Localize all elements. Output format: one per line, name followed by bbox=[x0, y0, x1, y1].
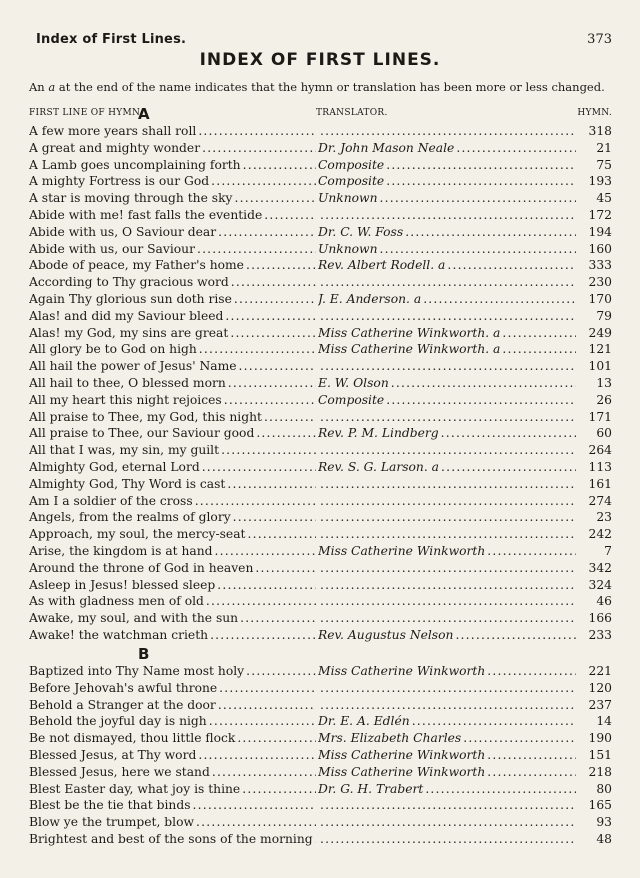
entry-translator: Rev. S. G. Larson. a bbox=[318, 459, 440, 474]
entry-translator: Miss Catherine Winkworth. a bbox=[318, 342, 501, 357]
entry-hymn-number: 45 bbox=[596, 191, 612, 206]
index-entry bbox=[29, 831, 612, 848]
entry-hymn-number: 171 bbox=[588, 409, 612, 424]
entry-translator: Mrs. Elizabeth Charles bbox=[318, 731, 462, 746]
index-entry bbox=[29, 610, 612, 627]
column-header-translator: TRANSLATOR. bbox=[316, 108, 388, 118]
entry-list-a bbox=[29, 123, 612, 644]
index-entry bbox=[29, 140, 612, 157]
entry-hymn-number: 161 bbox=[588, 476, 612, 491]
entry-hymn-number: 120 bbox=[588, 680, 612, 695]
entry-translator: Composite bbox=[318, 392, 385, 407]
entry-translator-leader bbox=[318, 173, 576, 190]
entry-first-line: Abide with us, our Saviour ..... bbox=[29, 241, 316, 258]
entry-first-line: Alas! my God, my sins are great ..... bbox=[29, 325, 316, 342]
entry-translator-leader bbox=[318, 442, 576, 459]
entry-hymn-number: 342 bbox=[588, 560, 612, 575]
entry-translator-leader bbox=[318, 341, 576, 358]
entry-translator-leader bbox=[318, 747, 576, 764]
entry-first-line: Blest be the tie that binds ..... bbox=[29, 797, 316, 814]
index-entry bbox=[29, 425, 612, 442]
index-entry bbox=[29, 442, 612, 459]
entry-hymn-number: 23 bbox=[596, 510, 612, 525]
entry-hymn-number: 193 bbox=[588, 174, 612, 189]
entry-translator-leader bbox=[318, 207, 576, 224]
entry-first-line: Alas! and did my Saviour bleed ..... bbox=[29, 308, 316, 325]
entry-first-line: Around the throne of God in heaven ..... bbox=[29, 560, 316, 577]
index-entry bbox=[29, 509, 612, 526]
entry-first-line: Angels, from the realms of glory ..... bbox=[29, 509, 316, 526]
entry-first-line: Abode of peace, my Father's home ..... bbox=[29, 257, 316, 274]
index-entry bbox=[29, 257, 612, 274]
entry-hymn-number: 333 bbox=[588, 258, 612, 273]
entry-first-line: Abide with me! fast falls the eventide ..... bbox=[29, 207, 316, 224]
entry-translator-leader bbox=[318, 697, 576, 714]
entry-first-line: A few more years shall roll ..... bbox=[29, 123, 316, 140]
entry-translator: Composite bbox=[318, 157, 385, 172]
entry-first-line: A mighty Fortress is our God ..... bbox=[29, 173, 316, 190]
entry-first-line: All hail to thee, O blessed morn ..... bbox=[29, 375, 316, 392]
index-entry bbox=[29, 274, 612, 291]
entry-hymn-number: 93 bbox=[596, 815, 612, 830]
entry-hymn-number: 218 bbox=[588, 764, 612, 779]
index-entry bbox=[29, 241, 612, 258]
entry-translator: J. E. Anderson. a bbox=[318, 291, 422, 306]
entry-hymn-number: 101 bbox=[588, 359, 612, 374]
entry-hymn-number: 324 bbox=[588, 577, 612, 592]
note-marker: a bbox=[48, 80, 56, 94]
entry-translator: Miss Catherine Winkworth bbox=[318, 543, 486, 558]
entry-first-line: A star is moving through the sky ..... bbox=[29, 190, 316, 207]
entry-first-line: Abide with us, O Saviour dear ..... bbox=[29, 224, 316, 241]
entry-translator-leader bbox=[318, 764, 576, 781]
entry-first-line: All praise to Thee, my God, this night ..... bbox=[29, 409, 316, 426]
entry-translator: Dr. G. H. Trabert bbox=[318, 781, 424, 796]
entry-hymn-number: 80 bbox=[596, 781, 612, 796]
entry-translator: Rev. Augustus Nelson bbox=[318, 627, 454, 642]
entry-translator-leader bbox=[318, 375, 576, 392]
index-entry bbox=[29, 577, 612, 594]
entry-first-line: Behold a Stranger at the door ..... bbox=[29, 697, 316, 714]
entry-hymn-number: 60 bbox=[596, 426, 612, 441]
index-entry bbox=[29, 747, 612, 764]
index-entry bbox=[29, 207, 612, 224]
entry-hymn-number: 26 bbox=[596, 392, 612, 407]
entry-hymn-number: 166 bbox=[588, 611, 612, 626]
entry-translator-leader bbox=[318, 358, 576, 375]
note-text: at the end of the name indicates that the hymn or translation has been more or less changed. bbox=[58, 80, 605, 94]
entry-first-line: Almighty God, Thy Word is cast ..... bbox=[29, 476, 316, 493]
entry-translator: Rev. Albert Rodell. a bbox=[318, 258, 446, 273]
entry-translator: Dr. E. A. Edlén bbox=[318, 714, 410, 729]
entry-translator-leader bbox=[318, 814, 576, 831]
entry-first-line: Brightest and best of the sons of the morning ..... bbox=[29, 831, 316, 848]
entry-translator-leader bbox=[318, 680, 576, 697]
entry-translator-leader bbox=[318, 493, 576, 510]
entry-hymn-number: 249 bbox=[588, 325, 612, 340]
intro-note bbox=[29, 80, 612, 94]
column-header-hymn: HYMN. bbox=[577, 108, 612, 118]
entry-hymn-number: 264 bbox=[588, 443, 612, 458]
entry-first-line: Before Jehovah's awful throne ..... bbox=[29, 680, 316, 697]
entry-first-line: Behold the joyful day is nigh ..... bbox=[29, 713, 316, 730]
index-entry bbox=[29, 781, 612, 798]
entry-first-line: All my heart this night rejoices ..... bbox=[29, 392, 316, 409]
entry-hymn-number: 242 bbox=[588, 527, 612, 542]
entry-translator-leader bbox=[318, 781, 576, 798]
index-entry bbox=[29, 680, 612, 697]
index-entry bbox=[29, 291, 612, 308]
entry-first-line: Am I a soldier of the cross ..... bbox=[29, 493, 316, 510]
column-headers bbox=[29, 105, 612, 123]
entry-translator-leader bbox=[318, 241, 576, 258]
entry-first-line: All praise to Thee, our Saviour good ..... bbox=[29, 425, 316, 442]
index-entry bbox=[29, 224, 612, 241]
page-title: INDEX OF FIRST LINES. bbox=[199, 50, 441, 70]
index-entry bbox=[29, 764, 612, 781]
index-entry bbox=[29, 543, 612, 560]
index-entry bbox=[29, 409, 612, 426]
entry-hymn-number: 46 bbox=[596, 594, 612, 609]
entry-first-line: Blow ye the trumpet, blow ..... bbox=[29, 814, 316, 831]
index-entry bbox=[29, 697, 612, 714]
running-header bbox=[36, 32, 612, 47]
entry-translator-leader bbox=[318, 610, 576, 627]
entry-translator-leader bbox=[318, 593, 576, 610]
entry-translator-leader bbox=[318, 526, 576, 543]
entry-hymn-number: 318 bbox=[588, 124, 612, 138]
entry-hymn-number: 14 bbox=[596, 714, 612, 729]
entry-hymn-number: 79 bbox=[596, 308, 612, 323]
entry-translator-leader bbox=[318, 392, 576, 409]
entry-translator-leader bbox=[318, 560, 576, 577]
entry-translator: Miss Catherine Winkworth. a bbox=[318, 325, 501, 340]
entry-translator-leader bbox=[318, 257, 576, 274]
entry-first-line: A great and mighty wonder ..... bbox=[29, 140, 316, 157]
index-entry bbox=[29, 459, 612, 476]
entry-translator-leader bbox=[318, 308, 576, 325]
entry-translator-leader bbox=[318, 325, 576, 342]
index-entry bbox=[29, 814, 612, 831]
entry-translator: E. W. Olson bbox=[318, 375, 389, 390]
entry-hymn-number: 230 bbox=[588, 275, 612, 290]
entry-first-line: Awake! the watchman crieth ..... bbox=[29, 627, 316, 644]
entry-first-line: According to Thy gracious word ..... bbox=[29, 274, 316, 291]
entry-hymn-number: 170 bbox=[588, 291, 612, 306]
entry-translator: Unknown bbox=[318, 191, 378, 206]
entry-first-line: Baptized into Thy Name most holy ..... bbox=[29, 663, 316, 680]
entry-translator-leader bbox=[318, 577, 576, 594]
entry-translator-leader bbox=[318, 274, 576, 291]
entry-translator-leader bbox=[318, 509, 576, 526]
entry-first-line: Awake, my soul, and with the sun ..... bbox=[29, 610, 316, 627]
index-entry bbox=[29, 560, 612, 577]
entry-first-line: All glory be to God on high ..... bbox=[29, 341, 316, 358]
index-entry bbox=[29, 627, 612, 644]
entry-translator-leader bbox=[318, 224, 576, 241]
page-number: 373 bbox=[587, 32, 612, 47]
entry-hymn-number: 274 bbox=[588, 493, 612, 508]
entry-translator-leader bbox=[318, 627, 576, 644]
section-letter-b: B bbox=[138, 645, 150, 663]
entry-list-b bbox=[29, 663, 612, 848]
section-letter-a: A bbox=[138, 105, 150, 123]
entry-translator: Miss Catherine Winkworth bbox=[318, 664, 486, 678]
index-entry bbox=[29, 493, 612, 510]
entry-hymn-number: 21 bbox=[596, 140, 612, 155]
entry-first-line: A Lamb goes uncomplaining forth ..... bbox=[29, 157, 316, 174]
index-entry bbox=[29, 173, 612, 190]
entry-translator-leader bbox=[318, 123, 576, 140]
entry-hymn-number: 221 bbox=[588, 664, 612, 678]
entry-first-line: Blessed Jesus, here we stand ..... bbox=[29, 764, 316, 781]
entry-hymn-number: 75 bbox=[596, 157, 612, 172]
entry-translator-leader bbox=[318, 831, 576, 848]
entry-first-line: Almighty God, eternal Lord ..... bbox=[29, 459, 316, 476]
index-entry bbox=[29, 663, 612, 680]
entry-translator-leader bbox=[318, 157, 576, 174]
index-entry bbox=[29, 713, 612, 730]
entry-hymn-number: 194 bbox=[588, 224, 612, 239]
entry-translator-leader bbox=[318, 797, 576, 814]
entry-translator-leader bbox=[318, 543, 576, 560]
entry-hymn-number: 113 bbox=[588, 459, 612, 474]
entry-first-line: Again Thy glorious sun doth rise ..... bbox=[29, 291, 316, 308]
entry-first-line: Asleep in Jesus! blessed sleep ..... bbox=[29, 577, 316, 594]
entry-hymn-number: 13 bbox=[596, 375, 612, 390]
entry-first-line: All that I was, my sin, my guilt ..... bbox=[29, 442, 316, 459]
entry-translator: Miss Catherine Winkworth bbox=[318, 764, 486, 779]
entry-translator-leader bbox=[318, 140, 576, 157]
entry-translator: Unknown bbox=[318, 241, 378, 256]
entry-translator-leader bbox=[318, 409, 576, 426]
entry-hymn-number: 190 bbox=[588, 731, 612, 746]
entry-first-line: Blest Easter day, what joy is thine ..... bbox=[29, 781, 316, 798]
entry-hymn-number: 121 bbox=[588, 342, 612, 357]
index-entry bbox=[29, 526, 612, 543]
index-entry bbox=[29, 358, 612, 375]
entry-hymn-number: 48 bbox=[596, 831, 612, 846]
entry-translator-leader bbox=[318, 476, 576, 493]
running-title: Index of First Lines. bbox=[36, 32, 187, 47]
entry-hymn-number: 237 bbox=[588, 697, 612, 712]
entry-first-line: Be not dismayed, thou little flock ..... bbox=[29, 730, 316, 747]
entry-first-line: All hail the power of Jesus' Name ..... bbox=[29, 358, 316, 375]
note-prefix: An bbox=[29, 80, 45, 94]
entry-translator: Composite bbox=[318, 174, 385, 189]
entry-translator-leader bbox=[318, 425, 576, 442]
column-header-first-line: FIRST LINE OF HYMN. bbox=[29, 108, 143, 118]
entry-first-line: As with gladness men of old ..... bbox=[29, 593, 316, 610]
index-entry bbox=[29, 375, 612, 392]
entry-first-line: Arise, the kingdom is at hand ..... bbox=[29, 543, 316, 560]
index-entry bbox=[29, 341, 612, 358]
index-entry bbox=[29, 308, 612, 325]
index-entry bbox=[29, 325, 612, 342]
entry-translator: Dr. John Mason Neale bbox=[318, 140, 455, 155]
index-entry bbox=[29, 392, 612, 409]
entry-hymn-number: 233 bbox=[588, 627, 612, 642]
index-entry bbox=[29, 797, 612, 814]
entry-hymn-number: 151 bbox=[588, 747, 612, 762]
entry-translator-leader bbox=[318, 190, 576, 207]
entry-translator: Rev. P. M. Lindberg bbox=[318, 426, 439, 441]
entry-translator-leader bbox=[318, 291, 576, 308]
entry-translator-leader bbox=[318, 459, 576, 476]
entry-hymn-number: 165 bbox=[588, 798, 612, 813]
entry-first-line: Approach, my soul, the mercy-seat ..... bbox=[29, 526, 316, 543]
index-entry bbox=[29, 593, 612, 610]
entry-translator: Miss Catherine Winkworth bbox=[318, 747, 486, 762]
index-entry bbox=[29, 730, 612, 747]
entry-translator: Dr. C. W. Foss bbox=[318, 224, 404, 239]
entry-hymn-number: 7 bbox=[604, 543, 612, 558]
entry-translator-leader bbox=[318, 663, 576, 680]
entry-hymn-number: 160 bbox=[588, 241, 612, 256]
entry-hymn-number: 172 bbox=[588, 207, 612, 222]
index-entry bbox=[29, 123, 612, 140]
entry-first-line: Blessed Jesus, at Thy word ..... bbox=[29, 747, 316, 764]
entry-translator-leader bbox=[318, 713, 576, 730]
index-entry bbox=[29, 190, 612, 207]
index-entry bbox=[29, 157, 612, 174]
index-entry bbox=[29, 476, 612, 493]
entry-translator-leader bbox=[318, 730, 576, 747]
